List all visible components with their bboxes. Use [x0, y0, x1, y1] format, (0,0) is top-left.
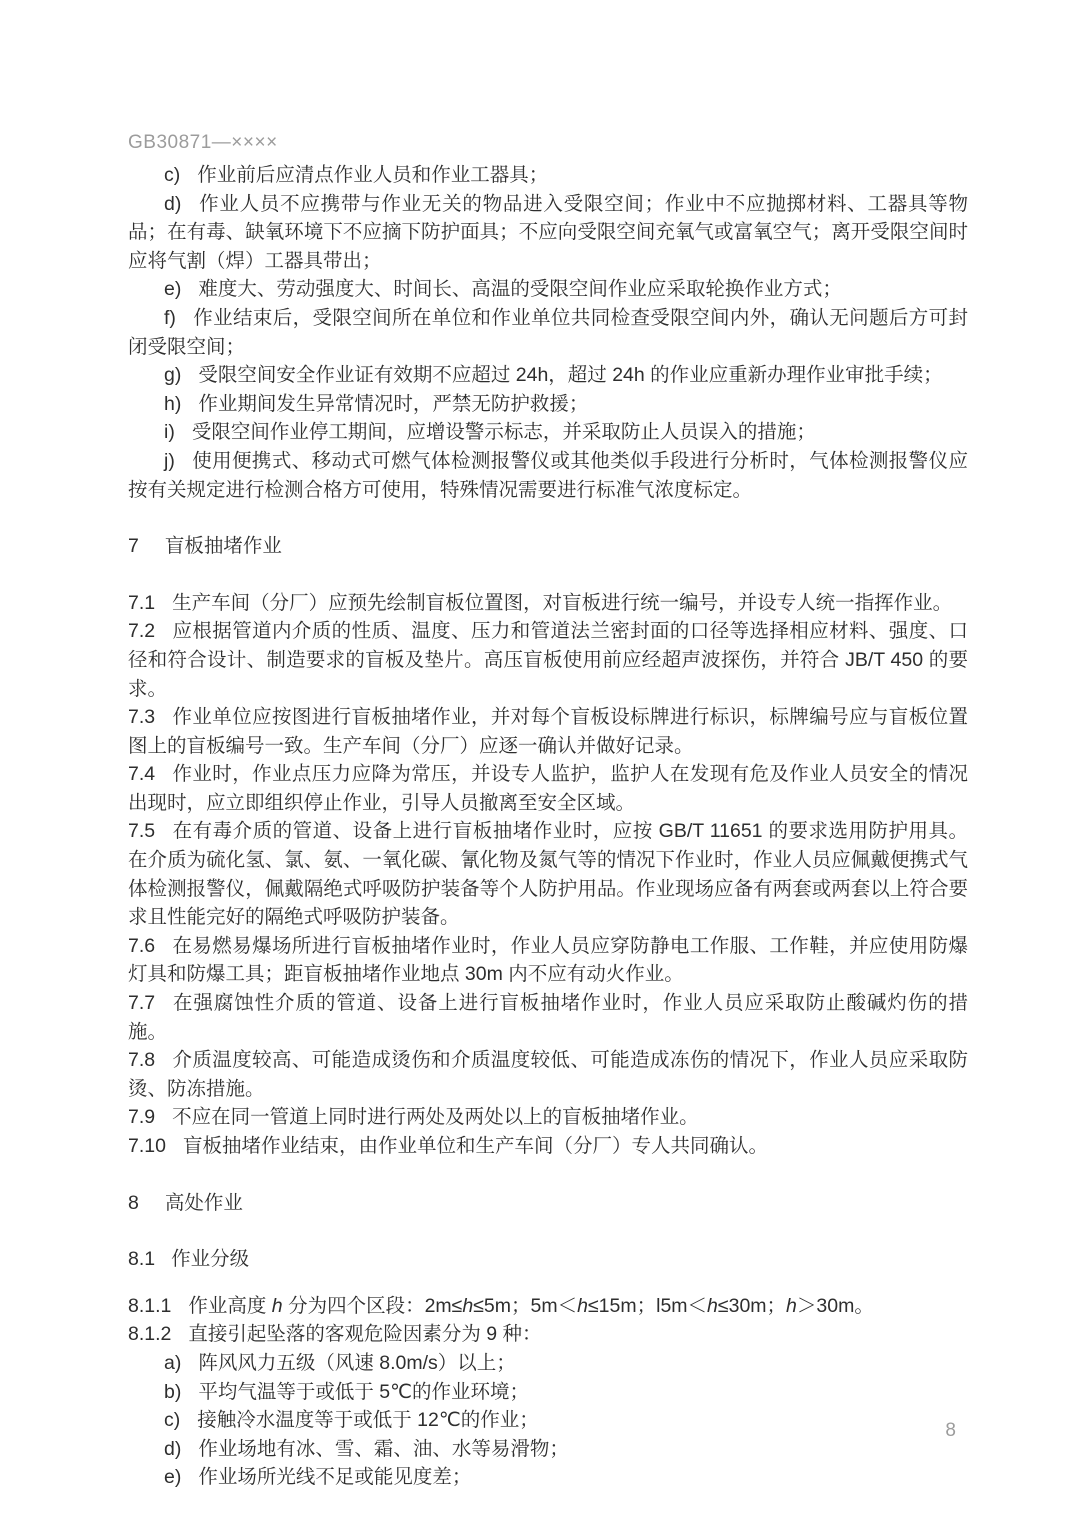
clause-text: 平均气温等于或低于 5℃的作业环境；: [198, 1380, 530, 1403]
clause-text: 阵风风力五级（风速 8.0m/s）以上；: [198, 1351, 516, 1374]
clause-number: 8.1.2: [128, 1323, 172, 1346]
list-label: c): [164, 1409, 181, 1432]
clause-number: 7.10: [128, 1135, 166, 1157]
list-item: [128, 190, 968, 276]
list-item: [128, 361, 968, 390]
numbered-clause: [128, 1320, 968, 1349]
list-label: g): [164, 364, 182, 387]
page-number: 8: [945, 1420, 956, 1441]
numbered-clause: [128, 703, 968, 760]
section-heading: [128, 1189, 968, 1218]
numbered-clause: [128, 1103, 968, 1132]
numbered-clause: [128, 989, 968, 1046]
list-item: [128, 1463, 968, 1492]
numbered-clause: [128, 817, 968, 931]
list-label: f): [164, 306, 176, 329]
clause-number: 7.1: [128, 591, 156, 614]
clause-text: 在强腐蚀性介质的管道、设备上进行盲板抽堵作业时，作业人员应采取防止酸碱灼伤的措施。: [128, 992, 968, 1043]
section-heading: [128, 532, 968, 561]
list-item: [128, 447, 968, 504]
list-label: c): [164, 164, 181, 186]
numbered-clause: [128, 760, 968, 817]
clause-text: 难度大、劳动强度大、时间长、高温的受限空间作业应采取轮换作业方式；: [198, 278, 842, 301]
clause-text: 作业人员不应携带与作业无关的物品进入受限空间；作业中不应抛掷材料、工器具等物品；在有毒、缺氧环境下不应摘下防护面具；不应向受限空间充氧气或富氧空气；离开受限空间时应将气割（焊）工器具带出；: [128, 192, 968, 272]
clause-text: 生产车间（分厂）应预先绘制盲板位置图，对盲板进行统一编号，并设专人统一指挥作业。: [172, 591, 953, 614]
numbered-clause: [128, 1292, 968, 1321]
clause-text: 直接引起坠落的客观危险因素分为 9 种：: [188, 1323, 542, 1346]
clause-text: 使用便携式、移动式可燃气体检测报警仪或其他类似手段进行分析时，气体检测报警仪应按有关规定进行检测合格方可使用，特殊情况需要进行标准气浓度标定。: [128, 449, 968, 501]
list-label: e): [164, 1466, 182, 1489]
clause-text: 作业前后应清点作业人员和作业工器具；: [197, 164, 549, 186]
clause-number: 7.4: [128, 763, 156, 786]
list-item: [128, 304, 968, 361]
clause-number: 7.6: [128, 934, 156, 957]
clause-text: 作业时，作业点压力应降为常压，并设专人监护，监护人在发现有危及作业人员安全的情况出现时，应立即组织停止作业，引导人员撤离至安全区域。: [128, 763, 968, 814]
list-item: [128, 1406, 968, 1435]
list-label: a): [164, 1351, 182, 1374]
clause-text: 受限空间安全作业证有效期不应超过 24h，超过 24h 的作业应重新办理作业审批手续；: [198, 364, 943, 387]
numbered-clause: [128, 617, 968, 703]
clause-text: 高处作业: [164, 1191, 243, 1214]
numbered-clause: [128, 589, 968, 618]
list-item: [128, 1378, 968, 1407]
numbered-clause: [128, 1132, 968, 1161]
clause-text: 盲板抽堵作业结束，由作业单位和生产车间（分厂）专人共同确认。: [182, 1135, 768, 1157]
clause-number: 7: [128, 535, 139, 558]
clause-text: 介质温度较高、可能造成烫伤和介质温度较低、可能造成冻伤的情况下，作业人员应采取防烫、防冻措施。: [128, 1049, 968, 1100]
numbered-clause: [128, 932, 968, 989]
clause-number: 8.1.1: [128, 1294, 172, 1317]
clause-text: 作业期间发生异常情况时，严禁无防护救援；: [198, 392, 589, 415]
clause-number: 8: [128, 1191, 139, 1214]
clause-number: 7.8: [128, 1049, 156, 1072]
clause-text: 不应在同一管道上同时进行两处及两处以上的盲板抽堵作业。: [172, 1106, 699, 1129]
list-label: j): [164, 449, 175, 472]
list-label: h): [164, 392, 182, 415]
sub-heading: [128, 1245, 968, 1274]
clause-text: 应根据管道内介质的性质、温度、压力和管道法兰密封面的口径等选择相应材料、强度、口径和符合设计、制造要求的盲板及垫片。高压盲板使用前应经超声波探伤，并符合 JB/T 450 的要求。: [128, 620, 968, 700]
clause-text: 作业分级: [171, 1248, 250, 1271]
list-label: e): [164, 278, 182, 301]
list-label: b): [164, 1380, 182, 1403]
list-item: [128, 161, 968, 190]
clause-text: 作业结束后，受限空间所在单位和作业单位共同检查受限空间内外，确认无问题后方可封闭受限空间；: [128, 306, 968, 358]
clause-number: 7.2: [128, 620, 156, 643]
clause-number: 7.5: [128, 820, 156, 843]
clause-text: 作业高度 h 分为四个区段：2m≤h≤5m；5m＜h≤15m；l5m＜h≤30m；h＞30m。: [188, 1294, 874, 1317]
numbered-clause: [128, 1046, 968, 1103]
clause-text: 在有毒介质的管道、设备上进行盲板抽堵作业时，应按 GB/T 11651 的要求选用防护用具。在介质为硫化氢、氯、氨、一氧化碳、氰化物及氮气等的情况下作业时，作业人员应佩戴便携式气体检测报警仪，佩戴隔绝式呼吸防护装备等个人防护用品。作业现场应备有两套或两套以上符合要求且性能完好的隔绝式呼吸防护装备。: [128, 820, 968, 929]
doc-standard-number: GB30871—××××: [128, 132, 278, 153]
clause-number: 7.9: [128, 1106, 156, 1129]
clause-text: 盲板抽堵作业: [164, 535, 282, 558]
list-label: d): [164, 1437, 182, 1460]
list-item: [128, 1435, 968, 1464]
clause-number: 7.3: [128, 706, 156, 729]
clause-number: 7.7: [128, 992, 156, 1015]
list-item: [128, 390, 968, 419]
list-item: [128, 418, 968, 447]
clause-text: 接触冷水温度等于或低于 12℃的作业；: [197, 1409, 539, 1432]
clause-text: 在易燃易爆场所进行盲板抽堵作业时，作业人员应穿防静电工作服、工作鞋，并应使用防爆灯具和防爆工具；距盲板抽堵作业地点 30m 内不应有动火作业。: [128, 934, 968, 986]
clause-text: 作业场所光线不足或能见度差；: [198, 1466, 472, 1489]
clause-text: 作业单位应按图进行盲板抽堵作业，并对每个盲板设标牌进行标识，标牌编号应与盲板位置图上的盲板编号一致。生产车间（分厂）应逐一确认并做好记录。: [128, 706, 968, 757]
list-label: d): [164, 192, 182, 215]
list-item: [128, 275, 968, 304]
clause-text: 作业场地有冰、雪、霜、油、水等易滑物；: [198, 1437, 569, 1460]
list-label: i): [164, 421, 175, 444]
clause-text: 受限空间作业停工期间，应增设警示标志，并采取防止人员误入的措施；: [191, 421, 816, 444]
clause-number: 8.1: [128, 1248, 156, 1271]
list-item: [128, 1349, 968, 1378]
doc-content: [128, 161, 968, 1492]
